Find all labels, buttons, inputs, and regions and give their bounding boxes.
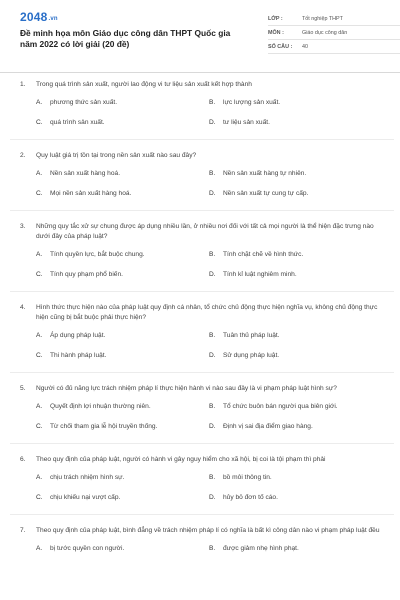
question-item (20, 384, 384, 444)
question-item (20, 455, 384, 515)
option-letter: D. (209, 494, 216, 501)
answer-option[interactable] (209, 422, 384, 432)
option-text: được giảm nhẹ hình phạt. (223, 545, 299, 552)
site-logo[interactable] (20, 10, 58, 24)
option-letter: B. (209, 474, 216, 481)
meta-value: Giáo dục công dân (302, 29, 348, 36)
option-text: bị tước quyền con người. (50, 545, 125, 552)
option-text: Từ chối tham gia lễ hội truyền thống. (50, 423, 158, 430)
option-text: Tuân thủ pháp luật. (223, 332, 280, 339)
option-letter: B. (209, 99, 216, 106)
option-letter: C. (36, 190, 43, 197)
question-number: 2. (20, 152, 26, 159)
option-text: Tính chặt chẽ về hình thức. (223, 251, 304, 258)
answer-option[interactable] (36, 544, 209, 554)
question-text (20, 526, 384, 536)
option-text: Nền sản xuất hàng tự nhiên. (223, 170, 307, 177)
page-header (18, 0, 382, 66)
answer-options (36, 250, 384, 280)
answer-option[interactable] (209, 473, 384, 483)
logo-text: 2048 (20, 10, 48, 24)
answer-option[interactable] (209, 118, 384, 128)
answer-option[interactable] (36, 250, 209, 260)
question-text (20, 222, 384, 242)
question-body: Theo quy định của pháp luật, người có hành vi gây nguy hiểm cho xã hội, bị coi là tội phạm thì phải (36, 456, 326, 463)
option-letter: C. (36, 119, 43, 126)
answer-option[interactable] (36, 473, 209, 483)
option-letter: D. (209, 190, 216, 197)
option-text: hủy bỏ đơn tố cáo. (223, 494, 278, 501)
question-number: 7. (20, 527, 26, 534)
option-text: Sử dụng pháp luật. (223, 352, 280, 359)
option-text: bồ môi thông tin. (223, 474, 272, 481)
question-divider (10, 139, 394, 140)
answer-options (36, 544, 384, 554)
option-letter: D. (209, 271, 216, 278)
question-number: 6. (20, 456, 26, 463)
answer-options (36, 169, 384, 199)
option-text: Quyết định lợi nhuận thường niên. (50, 403, 151, 410)
meta-row-subject (268, 26, 400, 40)
answer-options (36, 331, 384, 361)
option-text: Tính kỉ luật nghiêm minh. (223, 271, 297, 278)
option-letter: D. (209, 352, 216, 359)
question-number: 5. (20, 385, 26, 392)
option-letter: B. (209, 170, 216, 177)
answer-option[interactable] (36, 351, 209, 361)
option-letter: A. (36, 474, 43, 481)
question-item (20, 80, 384, 140)
question-body: Người có đủ năng lực trách nhiệm pháp lí thực hiện hành vi nào sau đây là vi phạm pháp luật hình sự? (36, 385, 337, 392)
answer-option[interactable] (36, 118, 209, 128)
question-text (20, 455, 384, 465)
answer-option[interactable] (209, 98, 384, 108)
option-text: Tính quyền lực, bắt buộc chung. (50, 251, 145, 258)
option-letter: A. (36, 99, 43, 106)
option-letter: B. (209, 403, 216, 410)
option-letter: B. (209, 251, 216, 258)
question-text (20, 303, 384, 323)
meta-row-class (268, 12, 400, 26)
question-number: 4. (20, 304, 26, 311)
question-text (20, 151, 384, 161)
question-item (20, 151, 384, 211)
answer-option[interactable] (36, 402, 209, 412)
question-body: Những quy tắc xử sự chung được áp dụng nhiều lần, ở nhiều nơi đối với tất cả mọi người là thể hiện đặc trưng nào dưới đây của pháp luật? (36, 223, 374, 240)
option-letter: A. (36, 403, 43, 410)
answer-option[interactable] (36, 169, 209, 179)
option-letter: A. (36, 170, 43, 177)
meta-label: MÔN : (268, 29, 284, 36)
option-text: Nền sản xuất hàng hoá. (50, 170, 121, 177)
option-text: Mọi nền sản xuất hàng hoá. (50, 190, 132, 197)
question-item (20, 222, 384, 292)
answer-option[interactable] (36, 493, 209, 503)
option-text: phương thức sản xuất. (50, 99, 118, 106)
option-letter: C. (36, 352, 43, 359)
option-text: Thi hành pháp luật. (50, 352, 107, 359)
question-body: Hình thức thực hiện nào của pháp luật quy định cá nhân, tổ chức chủ động thực hiện nghĩa vụ, không chủ động thực hiện cũng bị bắt buộc phải thực hiện? (36, 304, 378, 321)
option-text: Tính quy phạm phổ biến. (50, 271, 123, 278)
answer-option[interactable] (209, 250, 384, 260)
question-divider (10, 291, 394, 292)
option-text: chịu khiếu nại vượt cấp. (50, 494, 121, 501)
answer-option[interactable] (209, 270, 384, 280)
question-number: 3. (20, 223, 26, 230)
question-divider (10, 372, 394, 373)
option-letter: C. (36, 494, 43, 501)
question-text (20, 80, 384, 90)
question-number: 1. (20, 81, 26, 88)
answer-options (36, 98, 384, 128)
question-text (20, 384, 384, 394)
answer-option[interactable] (209, 169, 384, 179)
option-letter: C. (36, 271, 43, 278)
answer-option[interactable] (209, 351, 384, 361)
meta-label: SỐ CÂU : (268, 43, 293, 50)
question-item (20, 526, 384, 554)
option-letter: B. (209, 332, 216, 339)
meta-value: 40 (302, 43, 308, 50)
option-text: chịu trách nhiệm hình sự. (50, 474, 125, 481)
answer-option[interactable] (36, 270, 209, 280)
answer-option[interactable] (209, 189, 384, 199)
question-divider (10, 514, 394, 515)
answer-option[interactable] (209, 402, 384, 412)
meta-label: LỚP : (268, 15, 283, 22)
meta-row-count (268, 40, 400, 54)
option-text: Tổ chức buôn bán người qua biên giới. (223, 403, 338, 410)
option-text: Định vị sai địa điểm giao hàng. (223, 423, 313, 430)
answer-option[interactable] (209, 331, 384, 341)
option-letter: D. (209, 119, 216, 126)
answer-option[interactable] (209, 544, 384, 554)
question-divider (10, 210, 394, 211)
option-letter: A. (36, 251, 43, 258)
option-text: tư liệu sản xuất. (223, 119, 270, 126)
option-letter: A. (36, 332, 43, 339)
meta-info (268, 12, 400, 54)
logo-tld: .vn (48, 16, 58, 22)
question-body: Quy luật giá trị tồn tại trong nền sản xuất nào sau đây? (36, 152, 197, 159)
option-text: Áp dụng pháp luật. (50, 332, 106, 339)
header-divider (0, 72, 400, 73)
question-body: Trong quá trình sản xuất, người lao động vi tư liệu sản xuất kết hợp thành (36, 81, 252, 88)
option-text: quá trình sản xuất. (50, 119, 105, 126)
meta-value: Tốt nghiệp THPT (302, 15, 343, 22)
question-divider (10, 443, 394, 444)
option-letter: C. (36, 423, 43, 430)
question-item (20, 303, 384, 373)
option-letter: B. (209, 545, 216, 552)
option-letter: A. (36, 545, 43, 552)
answer-option[interactable] (36, 189, 209, 199)
option-text: Nền sản xuất tự cung tự cấp. (223, 190, 309, 197)
answer-option[interactable] (36, 98, 209, 108)
document-title: Đề minh họa môn Giáo dục công dân THPT Quốc gia năm 2022 có lời giải (20 đề) (20, 28, 231, 49)
question-body: Theo quy định của pháp luật, bình đẳng về trách nhiệm pháp lí có nghĩa là bất kì công dân nào vi phạm pháp luật đều (36, 527, 380, 534)
option-letter: D. (209, 423, 216, 430)
answer-options (36, 402, 384, 432)
question-list (20, 80, 384, 554)
option-text: lực lượng sản xuất. (223, 99, 281, 106)
answer-option[interactable] (209, 493, 384, 503)
answer-option[interactable] (36, 331, 209, 341)
answer-options (36, 473, 384, 503)
answer-option[interactable] (36, 422, 209, 432)
